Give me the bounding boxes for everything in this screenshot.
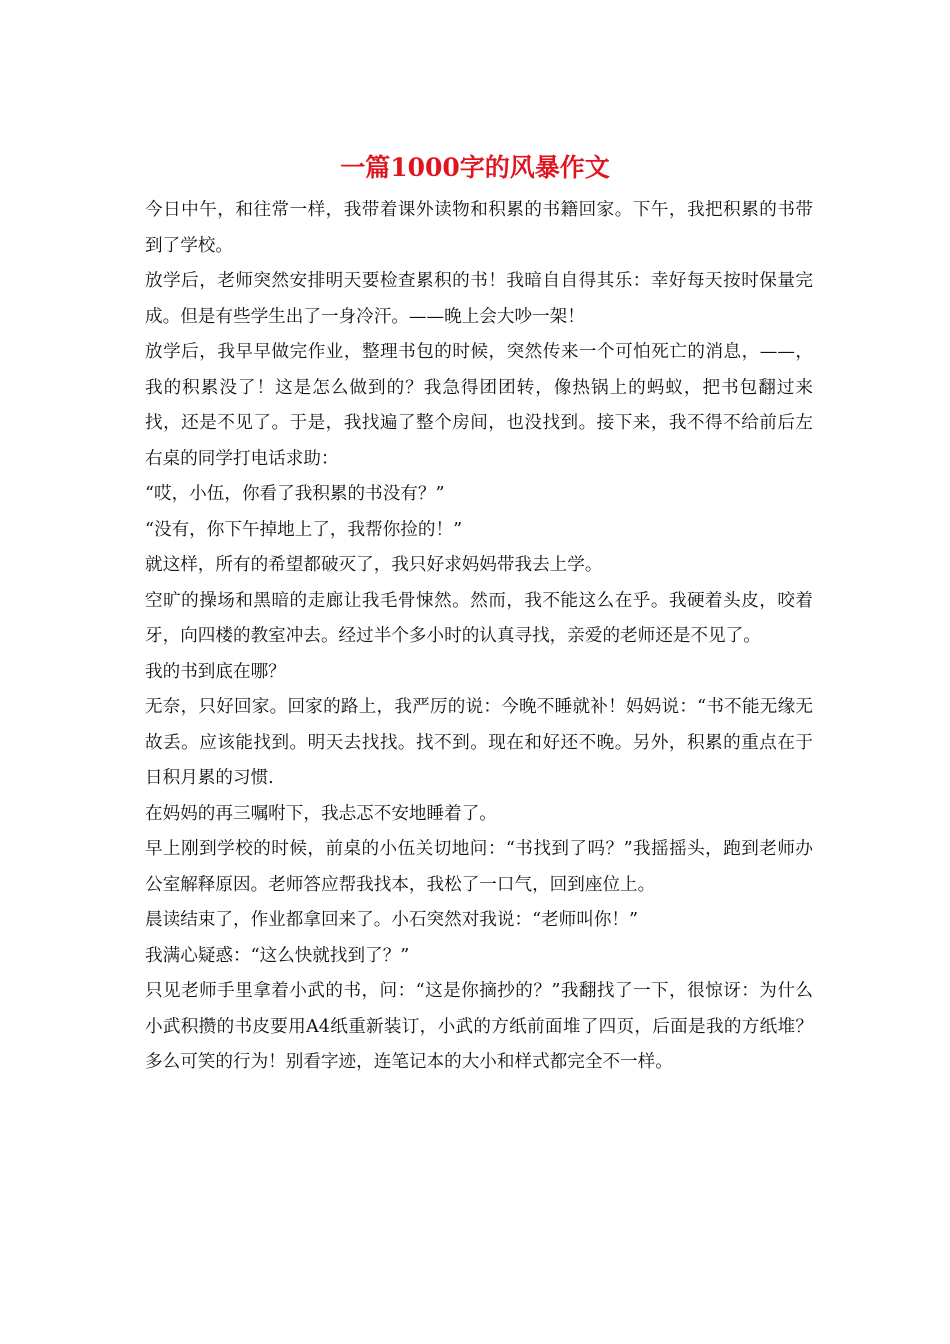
paragraph: “没有，你下午掉地上了，我帮你捡的！” <box>145 519 463 540</box>
paragraph: 只见老师手里拿着小武的书，问：“这是你摘抄的？”我翻找了一下，很惊讶：为什么小武积攒的书皮要用A4纸重新装订，小武的方纸前面堆了四页，后面是我的方纸堆？多么可笑的行为！别看字迹，连笔记本的大小和样式都完全不一样。 <box>145 981 813 1072</box>
paragraph: 早上刚到学校的时候，前桌的小伍关切地问：“书找到了吗？”我摇摇头，跑到老师办公室解释原因。老师答应帮我找本，我松了一口气，回到座位上。 <box>145 839 813 895</box>
paragraph: 就这样，所有的希望都破灭了，我只好求妈妈带我去上学。 <box>145 555 603 575</box>
document-body <box>145 193 813 1081</box>
paragraph: 晨读结束了，作业都拿回来了。小石突然对我说：“老师叫你！” <box>145 910 639 930</box>
paragraph: 今日中午，和往常一样，我带着课外读物和积累的书籍回家。下午，我把积累的书带到了学校。 <box>145 200 813 256</box>
paragraph: 放学后，老师突然安排明天要检查累积的书！我暗自自得其乐：幸好每天按时保量完成。但是有些学生出了一身冷汗。——晚上会大吵一架！ <box>145 271 813 327</box>
paragraph: 无奈，只好回家。回家的路上，我严厉的说：今晚不睡就补！妈妈说：“书不能无缘无故丢。应该能找到。明天去找找。找不到。现在和好还不晚。另外，积累的重点在于日积月累的习惯. <box>145 697 813 788</box>
paragraph: 我的书到底在哪？ <box>145 661 286 682</box>
paragraph: 放学后，我早早做完作业，整理书包的时候，突然传来一个可怕死亡的消息，——，我的积累没了！这是怎么做到的？我急得团团转，像热锅上的蚂蚁，把书包翻过来找，还是不见了。于是，我找遍了整个房间，也没找到。接下来，我不得不给前后左右桌的同学打电话求助： <box>145 342 813 469</box>
paragraph: 在妈妈的再三嘱咐下，我忐忑不安地睡着了。 <box>145 803 497 824</box>
document-title: 一篇1000字的风暴作文 <box>340 153 610 182</box>
paragraph: 空旷的操场和黑暗的走廊让我毛骨悚然。然而，我不能这么在乎。我硬着头皮，咬着牙，向四楼的教室冲去。经过半个多小时的认真寻找，亲爱的老师还是不见了。 <box>145 590 813 646</box>
paragraph: “哎，小伍，你看了我积累的书没有？” <box>145 484 445 504</box>
paragraph: 我满心疑惑：“这么快就找到了？” <box>145 945 410 966</box>
